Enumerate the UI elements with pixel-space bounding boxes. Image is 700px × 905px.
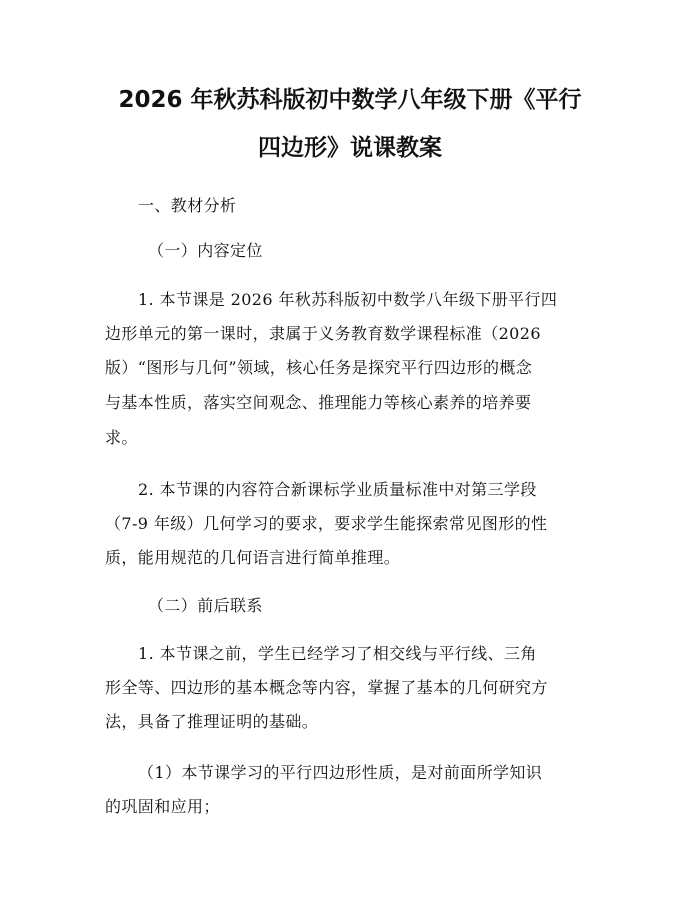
document-title-line-1: 2026 年秋苏科版初中数学八年级下册《平行 (118, 87, 582, 113)
paragraph-line: 质，能用规范的几何语言进行简单推理。 (105, 548, 401, 567)
paragraph-line: 边形单元的第一课时，隶属于义务教育数学课程标准（2026 (105, 324, 541, 343)
paragraph-line: 与基本性质，落实空间观念、推理能力等核心素养的培养要 (105, 393, 532, 412)
paragraph-line: 版）“图形与几何”领域，核心任务是探究平行四边形的概念 (105, 358, 533, 377)
subsection-heading-content-positioning: （一）内容定位 (148, 241, 263, 260)
paragraph-line: 2. 本节课的内容符合新课标学业质量标准中对第三学段 (138, 480, 537, 499)
paragraph-line: （1）本节课学习的平行四边形性质，是对前面所学知识 (138, 763, 543, 782)
paragraph-line: 形全等、四边形的基本概念等内容，掌握了基本的几何研究方 (105, 678, 548, 697)
subsection-heading-before-after-connection: （二）前后联系 (148, 596, 263, 615)
paragraph-line: 法，具备了推理证明的基础。 (105, 712, 319, 731)
section-heading-textbook-analysis: 一、教材分析 (138, 196, 237, 215)
paragraph-line: （7-9 年级）几何学习的要求，要求学生能探索常见图形的性 (105, 514, 548, 533)
document-title-line-2: 四边形》说课教案 (258, 135, 442, 161)
paragraph-line: 求。 (105, 428, 138, 447)
paragraph-line: 的巩固和应用； (105, 797, 220, 816)
paragraph-line: 1. 本节课是 2026 年秋苏科版初中数学八年级下册平行四 (138, 290, 558, 309)
paragraph-line: 1. 本节课之前，学生已经学习了相交线与平行线、三角 (138, 644, 537, 663)
